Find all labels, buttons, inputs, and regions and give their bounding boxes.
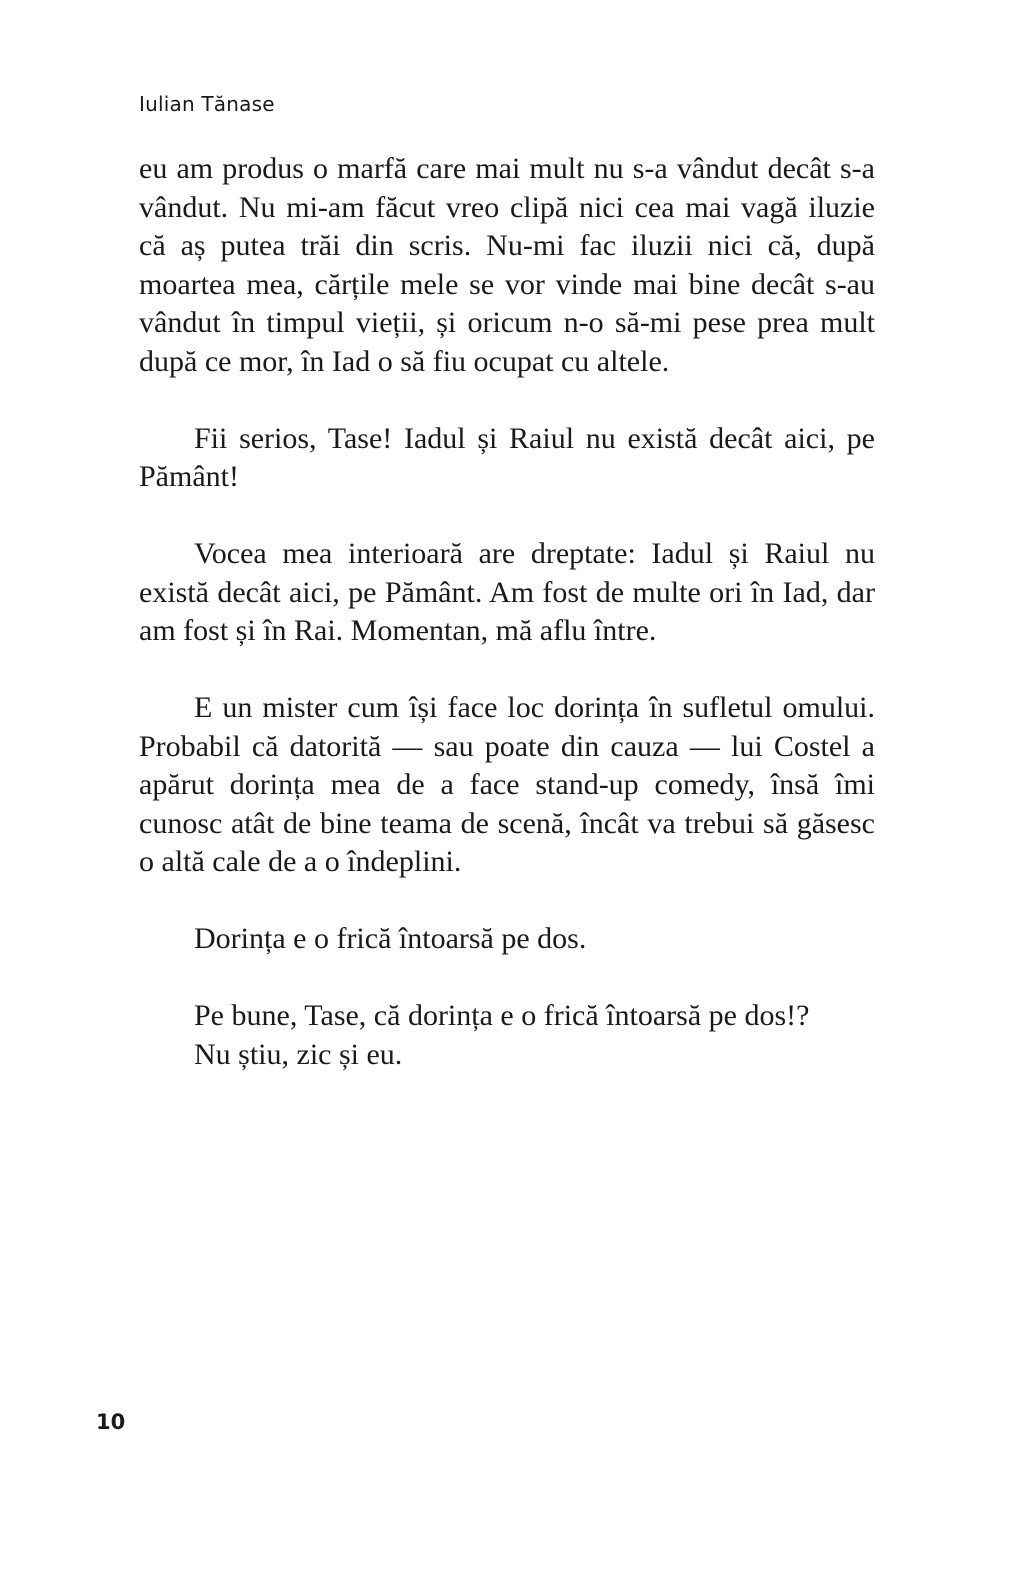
running-head: Iulian Tănase: [139, 92, 275, 116]
paragraph-fear: Dorința e o frică întoarsă pe dos.: [194, 922, 587, 955]
paragraph-heaven-hell: Vocea mea interioară are dreptate: Iadul și Raiul nu există decât aici, pe Pământ. Am fost de multe ori în Iad, dar am fost și în Rai. Momentan, mă aflu între.: [139, 537, 875, 647]
page-number: 10: [96, 1410, 126, 1434]
closing-line-1: Pe bune, Tase, că dorința e o frică întoarsă pe dos!?: [194, 999, 810, 1032]
paragraph-desire: E un mister cum își face loc dorința în sufletul omului. Probabil că datorită — sau poate din cauza — lui Costel a apărut dorința mea de a face stand-up comedy, însă îmi cunosc atât de bine teama de scenă, încât va trebui să găsesc o altă cale de a o îndeplini.: [139, 691, 875, 878]
paragraph-closing: [139, 997, 875, 1074]
paragraph-inner-voice: Fii serios, Tase! Iadul și Raiul nu există decât aici, pe Pământ!: [139, 421, 875, 493]
body-text: [139, 150, 875, 1074]
paragraph-continued: eu am produs o marfă care mai mult nu s-a vândut decât s-a vândut. Nu mi-am făcut vreo clipă nici cea mai vagă iluzie că aș putea trăi din scris. Nu-mi fac iluzii nici că, după moartea mea, cărțile mele se vor vinde mai bine decât s-au vândut în timpul vieții, și oricum n-o să-mi pese prea mult după ce mor, în Iad o să fiu ocupat cu altele.: [139, 152, 875, 378]
closing-line-2: Nu știu, zic și eu.: [194, 1037, 403, 1071]
